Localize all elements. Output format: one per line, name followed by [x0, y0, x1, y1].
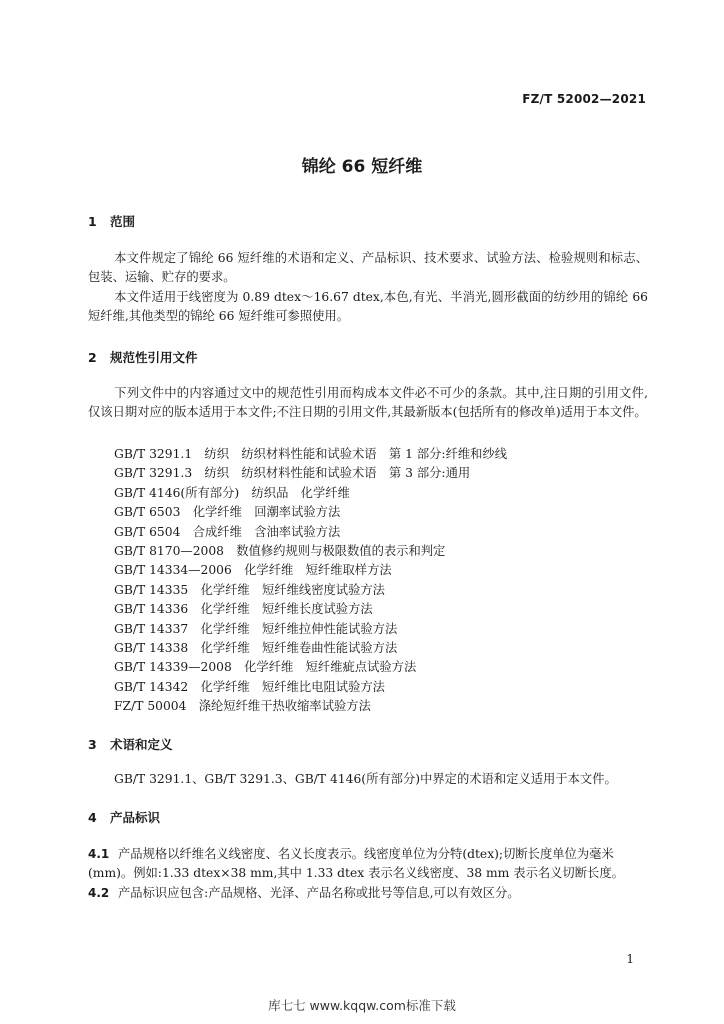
section-1-heading — [88, 212, 135, 230]
section-2-heading — [88, 348, 198, 366]
clause-4-2 — [88, 884, 648, 903]
section-title: 产品标识 — [110, 810, 161, 825]
reference-item: GB/T 6503 化学纤维 回潮率试验方法 — [114, 505, 341, 520]
reference-item: GB/T 3291.1 纺织 纺织材料性能和试验术语 第 1 部分:纤维和纱线 — [114, 447, 508, 461]
reference-item: FZ/T 50004 涤纶短纤维干热收缩率试验方法 — [114, 699, 371, 714]
clause-text: 产品规格以纤维名义线密度、名义长度表示。线密度单位为分特(dtex);切断长度单位为毫米(mm)。例如:1.33 dtex×38 mm,其中 1.33 dtex 表示名义线密度、38 mm 表示名义切断长度。 — [88, 847, 624, 881]
section-3-heading — [88, 735, 173, 753]
section-2-paragraph-1: 下列文件中的内容通过文中的规范性引用而构成本文件必不可少的条款。其中,注日期的引用文件,仅该日期对应的版本适用于本文件;不注日期的引用文件,其最新版本(包括所有的修改单)适用于本文件。 — [88, 386, 648, 420]
clause-4-1 — [88, 845, 648, 884]
reference-item: GB/T 14338 化学纤维 短纤维卷曲性能试验方法 — [114, 641, 398, 656]
reference-item: GB/T 14339—2008 化学纤维 短纤维疵点试验方法 — [114, 660, 417, 675]
section-title: 范围 — [110, 214, 136, 229]
clause-text: 产品标识应包含:产品规格、光泽、产品名称或批号等信息,可以有效区分。 — [118, 886, 520, 900]
reference-item: GB/T 6504 合成纤维 含油率试验方法 — [114, 524, 341, 539]
reference-item: GB/T 14342 化学纤维 短纤维比电阻试验方法 — [114, 679, 385, 694]
reference-item: GB/T 14336 化学纤维 短纤维长度试验方法 — [114, 602, 373, 617]
reference-item: GB/T 14335 化学纤维 短纤维线密度试验方法 — [114, 582, 385, 597]
reference-item: GB/T 14337 化学纤维 短纤维拉伸性能试验方法 — [114, 621, 398, 636]
section-1-paragraph-2: 本文件适用于线密度为 0.89 dtex～16.67 dtex,本色,有光、半消光,圆形截面的纺纱用的锦纶 66 短纤维,其他类型的锦纶 66 短纤维可参照使用。 — [88, 290, 648, 324]
clause-number: 4.2 — [88, 886, 110, 900]
clause-number: 4.1 — [88, 847, 110, 861]
section-number: 3 — [88, 737, 97, 752]
section-title: 术语和定义 — [110, 737, 173, 752]
section-number: 1 — [88, 214, 97, 229]
reference-item: GB/T 3291.3 纺织 纺织材料性能和试验术语 第 3 部分:通用 — [114, 466, 471, 481]
document-title: 锦纶 66 短纤维 — [301, 157, 423, 177]
section-number: 2 — [88, 350, 97, 365]
reference-item: GB/T 14334—2006 化学纤维 短纤维取样方法 — [114, 563, 392, 578]
reference-item: GB/T 4146(所有部分) 纺织品 化学纤维 — [114, 485, 350, 500]
section-title: 规范性引用文件 — [110, 350, 198, 365]
section-1-paragraph-1: 本文件规定了锦纶 66 短纤维的术语和定义、产品标识、技术要求、试验方法、检验规则和标志、包装、运输、贮存的要求。 — [88, 251, 648, 285]
section-3-paragraph-1: GB/T 3291.1、GB/T 3291.3、GB/T 4146(所有部分)中界定的术语和定义适用于本文件。 — [114, 772, 617, 786]
section-number: 4 — [88, 810, 97, 825]
section-4-heading — [88, 808, 160, 826]
reference-item: GB/T 8170—2008 数值修约规则与极限数值的表示和判定 — [114, 544, 446, 559]
page-number: 1 — [626, 952, 634, 966]
watermark-text: 库七七 www.kqqw.com标准下载 — [268, 998, 456, 1013]
normative-references-list — [114, 445, 507, 717]
document-code: FZ/T 52002—2021 — [522, 92, 646, 106]
